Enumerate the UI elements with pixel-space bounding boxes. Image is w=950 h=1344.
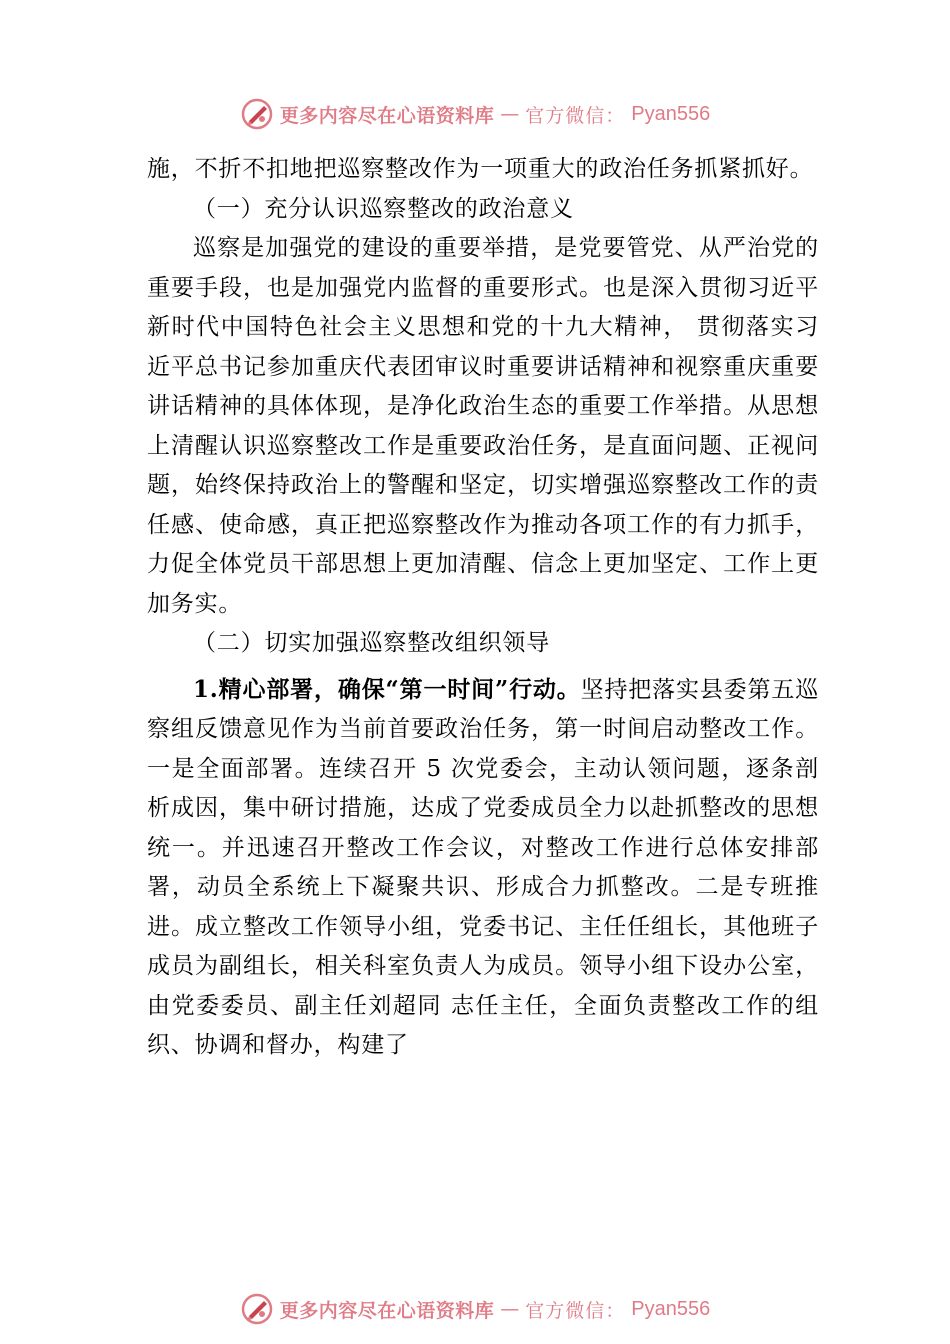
footer-banner [0, 1291, 950, 1327]
banner-label: 官方微信： [525, 1299, 626, 1322]
brand-logo-icon [240, 97, 274, 131]
brand-logo-icon [240, 1292, 274, 1326]
header-banner [0, 96, 950, 132]
banner-separator: — [500, 1298, 520, 1320]
banner-main-text: 更多内容尽在心语资料库 [279, 104, 495, 127]
section1-heading: （一）充分认识巡察整改的政治意义 [193, 195, 574, 222]
banner-separator: — [500, 103, 520, 125]
item1-paragraph [147, 670, 819, 1066]
item1-lead: 1.精心部署，确保“第一时间”行动。 [193, 675, 581, 703]
item1-body: 坚持把落实县委第五巡察组反馈意见作为当前首要政治任务，第一时间启动整改工作。一是全面部署。连续召开 5 次党委会，主动认领问题，逐条剖析成因，集中研讨措施，达成了党委成员全力以赴抓整改的思想统一。并迅速召开整改工作会议，对整改工作进行总体安排部署，动员全系统上下凝聚共识、形成合力抓整改。二是专班推进。成立整改工作领导小组，党委书记、主任任组长，其他班子成员为副组长，相关科室负责人为成员。领导小组下设办公室，由党委委员、副主任刘超同 志任主任，全面负责整改工作的组织、协调和督办，构建了 [147, 676, 819, 1058]
intro-paragraph: 施，不折不扣地把巡察整改作为一项重大的政治任务抓紧抓好。 [147, 156, 814, 182]
section1-paragraph: 巡察是加强党的建设的重要举措，是党要管党、从严治党的重要手段，也是加强党内监督的重要形式。也是深入贯彻习近平新时代中国特色社会主义思想和党的十九大精神， 贯彻落实习近平总书记参加重庆代表团审议时重要讲话精神和视察重庆重要讲话精神的具体体现，是净化政治生态的重要工作举措。从思想上清醒认识巡察整改工作是重要政治任务，是直面问题、正视问题，始终保持政治上的警醒和坚定，切实增强巡察整改工作的责任感、使命感，真正把巡察整改作为推动各项工作的有力抓手，力促全体党员干部思想上更加清醒、信念上更加坚定、工作上更加务实。 [147, 235, 819, 617]
banner-main-text: 更多内容尽在心语资料库 [279, 1299, 495, 1322]
document-body [147, 150, 819, 1066]
banner-account: Pyan556 [631, 1297, 711, 1320]
banner-account: Pyan556 [631, 102, 711, 125]
section2-heading: （二）切实加强巡察整改组织领导 [193, 630, 550, 656]
banner-label: 官方微信： [525, 104, 626, 127]
